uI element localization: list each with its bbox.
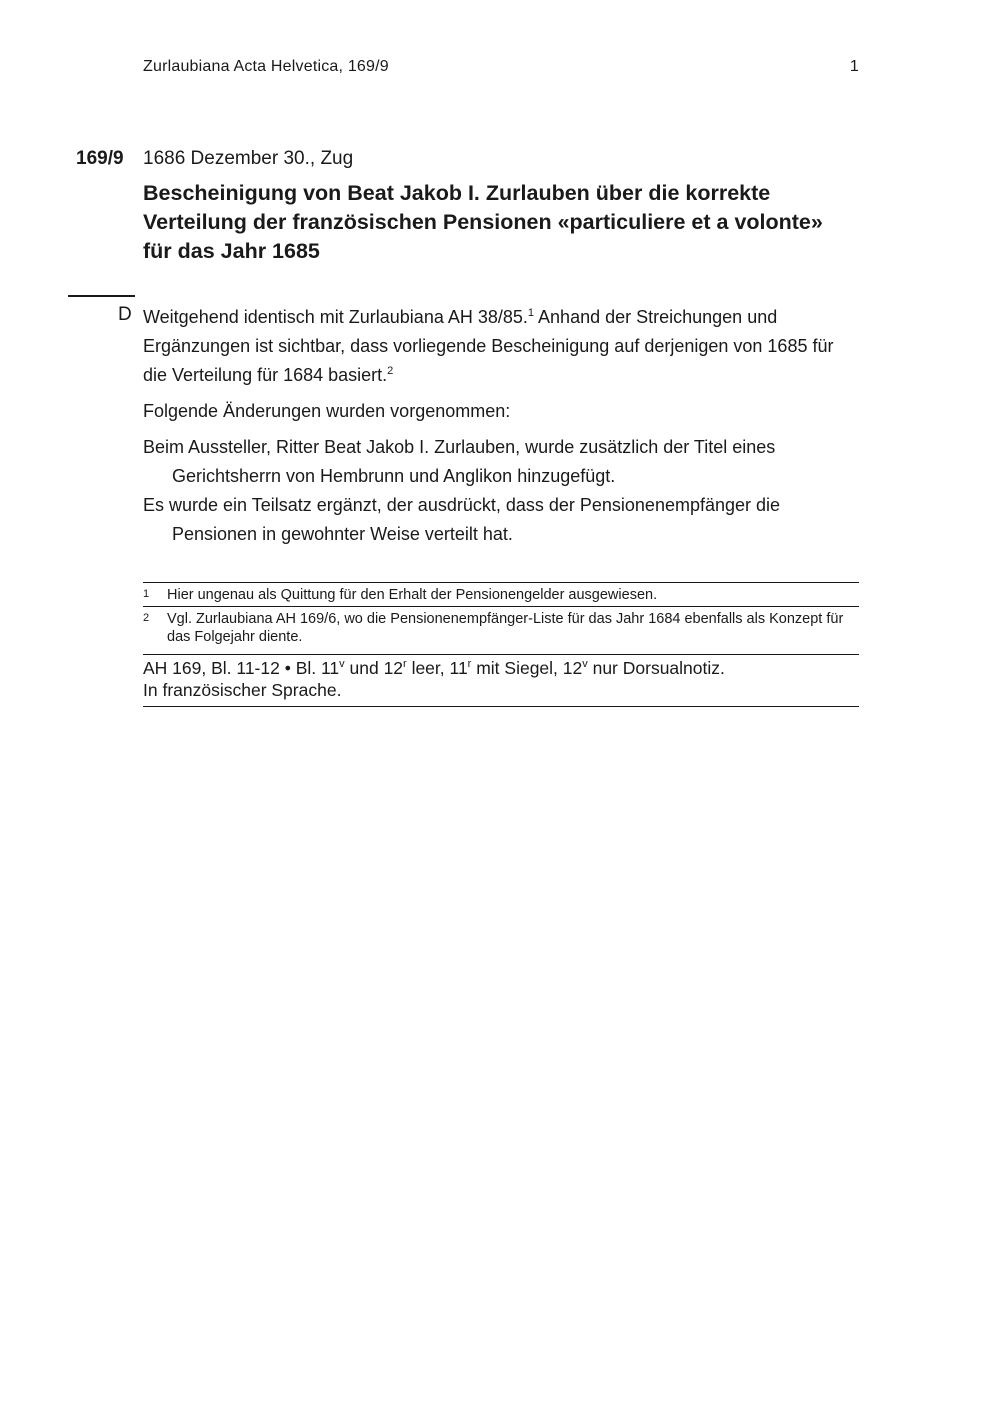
footnote-ref-2[interactable]: 2 (387, 365, 394, 377)
source-sup-4: v (582, 658, 588, 670)
running-title: Zurlaubiana Acta Helvetica, 169/9 (143, 58, 389, 75)
source-sup-1: v (339, 658, 345, 670)
commentary-paragraph-1 (143, 303, 861, 390)
footnote-1-mark: 1 (143, 588, 150, 600)
source-suffix: nur Dorsualnotiz. (587, 658, 725, 678)
section-rule (68, 295, 135, 297)
footnote-2-mark: 2 (143, 612, 150, 624)
change-item-1: Beim Aussteller, Ritter Beat Jakob I. Zurlauben, wurde zusätzlich der Titel eines Gerichtsherrn von Hembrunn und Anglikon hinzugefügt. (143, 437, 776, 486)
source-mid-2: leer, 11 (406, 658, 468, 678)
page-number: 1 (849, 58, 859, 75)
source-line-2: In französischer Sprache. (143, 680, 342, 700)
source-prefix: AH 169, Bl. 11-12 • Bl. 11 (143, 658, 340, 678)
footnote-1 (143, 586, 859, 604)
source-sup-2: r (403, 658, 407, 670)
source-line-1 (143, 657, 859, 679)
document-title: Bescheinigung von Beat Jakob I. Zurlauben über die korrekte Verteilung der französischen Pensionen «particuliere et a volonte» für das Jahr 1685 (143, 181, 823, 263)
source-mid-1: und 12 (344, 658, 404, 678)
footnote-1-text: Hier ungenau als Quittung für den Erhalt der Pensionengelder ausgewiesen. (167, 587, 658, 603)
running-header (143, 58, 859, 76)
source-rule-top (143, 654, 859, 655)
footnote-rule-top (143, 582, 859, 583)
commentary-body (143, 303, 861, 549)
source-mid-3: mit Siegel, 12 (471, 658, 583, 678)
paragraph-1-text-b: Anhand der Streichungen und Ergänzungen ist sichtbar, dass vorliegende Bescheinigung auf derjenigen von 1685 für die Verteilung für 1684 basiert. (143, 307, 834, 385)
footnote-rule-middle (143, 606, 859, 607)
section-marker: D (118, 304, 132, 325)
source-sup-3: r (467, 658, 472, 670)
paragraph-1-text-a: Weitgehend identisch mit Zurlaubiana AH 38/85. (143, 307, 528, 327)
source-note (143, 657, 859, 701)
commentary-paragraph-2: Folgende Änderungen wurden vorgenommen: (143, 401, 511, 421)
footnote-ref-1[interactable]: 1 (527, 307, 535, 319)
document-date-place: 1686 Dezember 30., Zug (143, 148, 354, 169)
document-number: 169/9 (76, 148, 124, 169)
footnote-2 (143, 610, 859, 646)
footnote-2-text: Vgl. Zurlaubiana AH 169/6, wo die Pensionenempfänger-Liste für das Jahr 1684 ebenfalls als Konzept für das Folgejahr diente. (167, 611, 844, 645)
source-rule-bottom (143, 706, 859, 707)
change-item-2: Es wurde ein Teilsatz ergänzt, der ausdrückt, dass der Pensionenempfänger die Pensionen in gewohnter Weise verteilt hat. (143, 495, 781, 544)
